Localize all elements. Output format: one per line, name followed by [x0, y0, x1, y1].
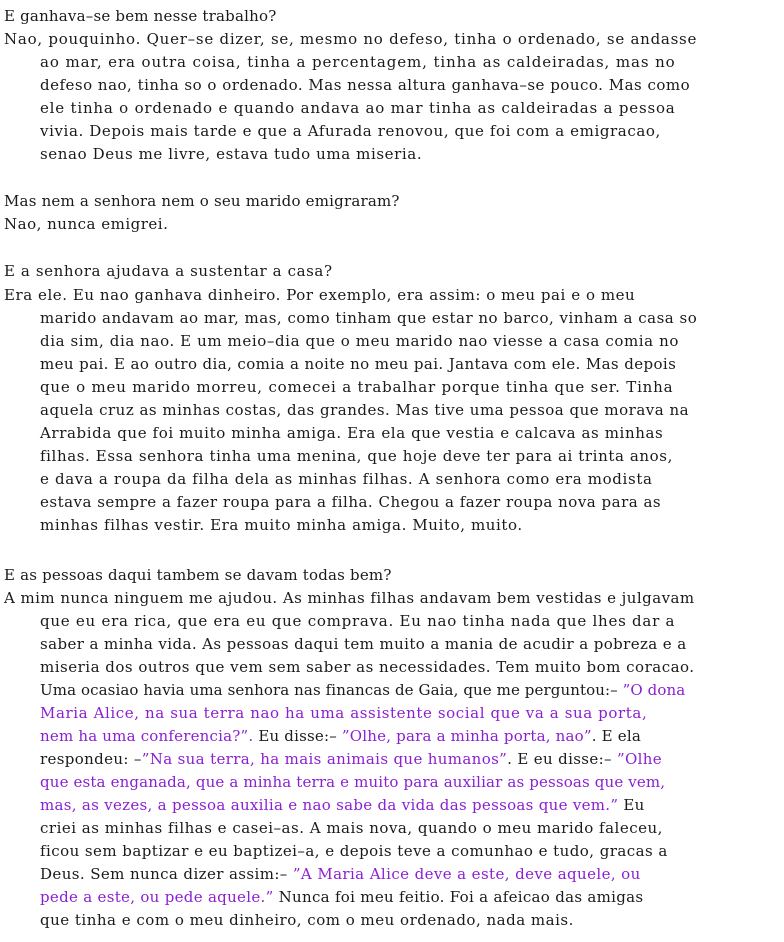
answer-line: filhas. Essa senhora tinha uma menina, que hoje deve ter para ai trinta anos,	[40, 447, 673, 465]
quote-text: ”Na sua terra, ha mais animais que humanos”	[141, 750, 508, 768]
answer-line: respondeu: –”Na sua terra, ha mais animais que humanos”. E eu disse:– ”Olhe	[40, 750, 663, 768]
quote-text: mas, as vezes, a pessoa auxilia e nao sabe da vida das pessoas que vem.”	[40, 796, 619, 814]
quote-text: ”Olhe, para a minha porta, nao”	[341, 727, 592, 745]
quote-text: ”Olhe	[616, 750, 663, 768]
answer-line: senao Deus me livre, estava tudo uma miseria.	[40, 145, 423, 163]
quote-line: Maria Alice, na sua terra nao ha uma assistente social que va a sua porta,	[40, 704, 648, 722]
answer-line: marido andavam ao mar, mas, como tinham que estar no barco, vinham a casa so	[40, 309, 698, 327]
answer-line: criei as minhas filhas e casei–as. A mais nova, quando o meu marido faleceu,	[40, 819, 663, 837]
answer-line: estava sempre a fazer roupa para a filha. Chegou a fazer roupa nova para as	[40, 493, 662, 511]
quote-text: ”O dona	[622, 681, 686, 699]
question-3: E a senhora ajudava a sustentar a casa?	[4, 262, 333, 280]
answer-line: miseria dos outros que vem sem saber as necessidades. Tem muito bom coracao.	[40, 658, 695, 676]
question-1: E ganhava–se bem nesse trabalho?	[4, 7, 277, 25]
answer-line: A mim nunca ninguem me ajudou. As minhas filhas andavam bem vestidas e julgavam	[4, 589, 695, 607]
answer-line: ficou sem baptizar e eu baptizei–a, e depois teve a comunhao e tudo, gracas a	[40, 842, 668, 860]
answer-line: e dava a roupa da filha dela as minhas filhas. A senhora como era modista	[40, 470, 653, 488]
answer-line: defeso nao, tinha so o ordenado. Mas nessa altura ganhava–se pouco. Mas como	[40, 76, 691, 94]
answer-line: pede a este, ou pede aquele.” Nunca foi meu feitio. Foi a afeicao das amigas	[40, 888, 644, 906]
answer-line: minhas filhas vestir. Era muito minha amiga. Muito, muito.	[40, 516, 523, 534]
answer-line: Nao, nunca emigrei.	[4, 215, 169, 233]
answer-line: que eu era rica, que era eu que comprava. Eu nao tinha nada que lhes dar a	[40, 612, 676, 630]
quote-text: ”A Maria Alice deve a este, deve aquele, ou	[292, 865, 641, 883]
quote-text: nem ha uma conferencia?”.	[40, 727, 254, 745]
answer-line: vivia. Depois mais tarde e que a Afurada renovou, que foi com a emigracao,	[40, 122, 661, 140]
answer-line: Deus. Sem nunca dizer assim:– ”A Maria Alice deve a este, deve aquele, ou	[40, 865, 641, 883]
question-4: E as pessoas daqui tambem se davam todas bem?	[4, 566, 392, 584]
answer-line: Nao, pouquinho. Quer–se dizer, se, mesmo no defeso, tinha o ordenado, se andasse	[4, 30, 698, 48]
answer-line: Uma ocasiao havia uma senhora nas financas de Gaia, que me perguntou:– ”O dona	[40, 681, 686, 699]
answer-line: nem ha uma conferencia?”. Eu disse:– ”Olhe, para a minha porta, nao”. E ela	[40, 727, 642, 745]
answer-line: ele tinha o ordenado e quando andava ao mar tinha as caldeiradas a pessoa	[40, 99, 676, 117]
answer-line: Era ele. Eu nao ganhava dinheiro. Por exemplo, era assim: o meu pai e o meu	[4, 286, 636, 304]
answer-line: mas, as vezes, a pessoa auxilia e nao sabe da vida das pessoas que vem.” Eu	[40, 796, 645, 814]
answer-line: meu pai. E ao outro dia, comia a noite no meu pai. Jantava com ele. Mas depois	[40, 355, 677, 373]
answer-line: que tinha e com o meu dinheiro, com o meu ordenado, nada mais.	[40, 911, 574, 929]
quote-text: pede a este, ou pede aquele.”	[40, 888, 274, 906]
answer-line: aquela cruz as minhas costas, das grandes. Mas tive uma pessoa que morava na	[40, 401, 690, 419]
answer-line: saber a minha vida. As pessoas daqui tem muito a mania de acudir a pobreza e a	[40, 635, 687, 653]
answer-line: ao mar, era outra coisa, tinha a percentagem, tinha as caldeiradas, mas no	[40, 53, 676, 71]
question-2: Mas nem a senhora nem o seu marido emigraram?	[4, 192, 400, 210]
answer-line: Arrabida que foi muito minha amiga. Era ela que vestia e calcava as minhas	[40, 424, 664, 442]
quote-line: que esta enganada, que a minha terra e muito para auxiliar as pessoas que vem,	[40, 773, 666, 791]
answer-line: dia sim, dia nao. E um meio–dia que o meu marido nao viesse a casa comia no	[40, 332, 679, 350]
answer-line: que o meu marido morreu, comecei a trabalhar porque tinha que ser. Tinha	[40, 378, 674, 396]
